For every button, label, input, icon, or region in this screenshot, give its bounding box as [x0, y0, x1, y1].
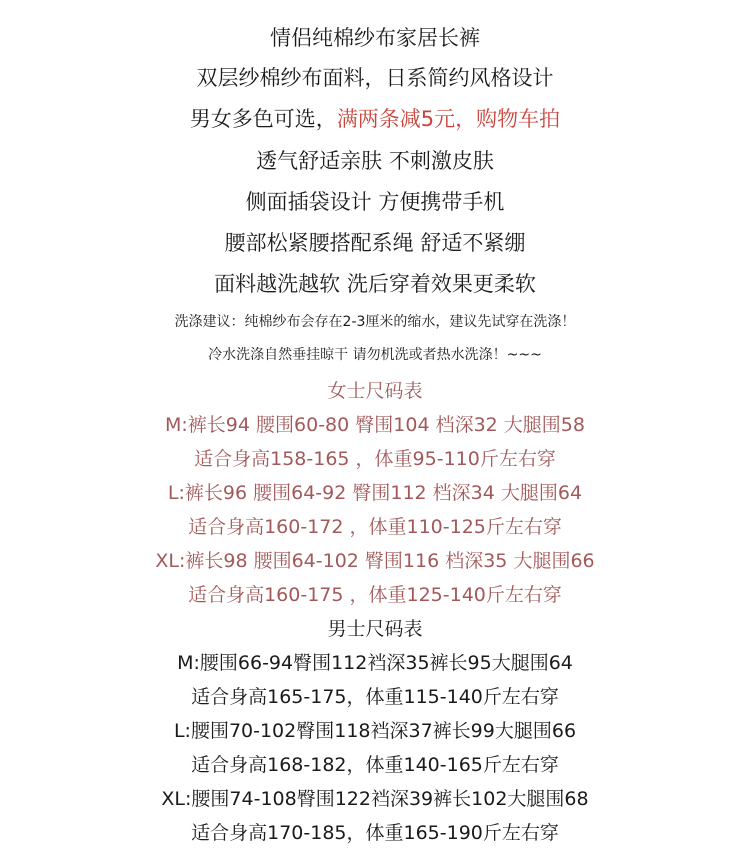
- women-size-m-fit: 适合身高158-165 ，体重95-110斤左右穿: [194, 448, 556, 470]
- women-size-xl-spec: XL:裤长98 腰围64-102 臀围116 档深35 大腿围66: [155, 550, 595, 572]
- men-size-xl-spec: XL:腰围74-108臀围122裆深39裤长102大腿围68: [161, 788, 589, 810]
- comfort-feature: 透气舒适亲肤 不刺激皮肤: [256, 149, 494, 173]
- men-size-l-fit: 适合身高168-182，体重140-165斤左右穿: [191, 754, 559, 776]
- men-size-m-fit: 适合身高165-175，体重115-140斤左右穿: [191, 686, 559, 708]
- women-size-l-spec: L:裤长96 腰围64-92 臀围112 档深34 大腿围64: [167, 482, 583, 504]
- washing-advice: 洗涤建议：纯棉纱布会存在2-3厘米的缩水，建议先试穿在洗涤！: [174, 314, 576, 330]
- women-size-xl-fit: 适合身高160-175 ，体重125-140斤左右穿: [188, 584, 562, 606]
- men-size-l-spec: L:腰围70-102臀围118裆深37裤长99大腿围66: [173, 720, 577, 742]
- color-options-text: 男女多色可选，: [189, 107, 337, 131]
- men-size-m-spec: M:腰围66-94臀围112裆深35裤长95大腿围64: [177, 652, 573, 674]
- promo-text: 满两条减5元，购物车拍: [336, 107, 561, 131]
- men-size-chart-title: 男士尺码表: [327, 618, 423, 640]
- pocket-feature: 侧面插袋设计 方便携带手机: [245, 190, 505, 214]
- product-title: 情侣纯棉纱布家居长裤: [270, 26, 480, 50]
- women-size-l-fit: 适合身高160-172 ，体重110-125斤左右穿: [188, 516, 562, 538]
- color-promo-line: [0, 103, 750, 133]
- men-size-xl-fit: 适合身高170-185，体重165-190斤左右穿: [191, 822, 559, 844]
- women-size-chart-title: 女士尺码表: [327, 380, 423, 402]
- washing-instructions: 冷水洗涤自然垂挂晾干 请勿机洗或者热水洗涤！~~~: [208, 347, 542, 363]
- waist-feature: 腰部松紧腰搭配系绳 舒适不紧绷: [224, 231, 526, 255]
- fabric-description: 双层纱棉纱布面料，日系简约风格设计: [196, 66, 554, 90]
- softness-feature: 面料越洗越软 洗后穿着效果更柔软: [214, 272, 536, 296]
- women-size-m-spec: M:裤长94 腰围60-80 臀围104 档深32 大腿围58: [165, 414, 585, 436]
